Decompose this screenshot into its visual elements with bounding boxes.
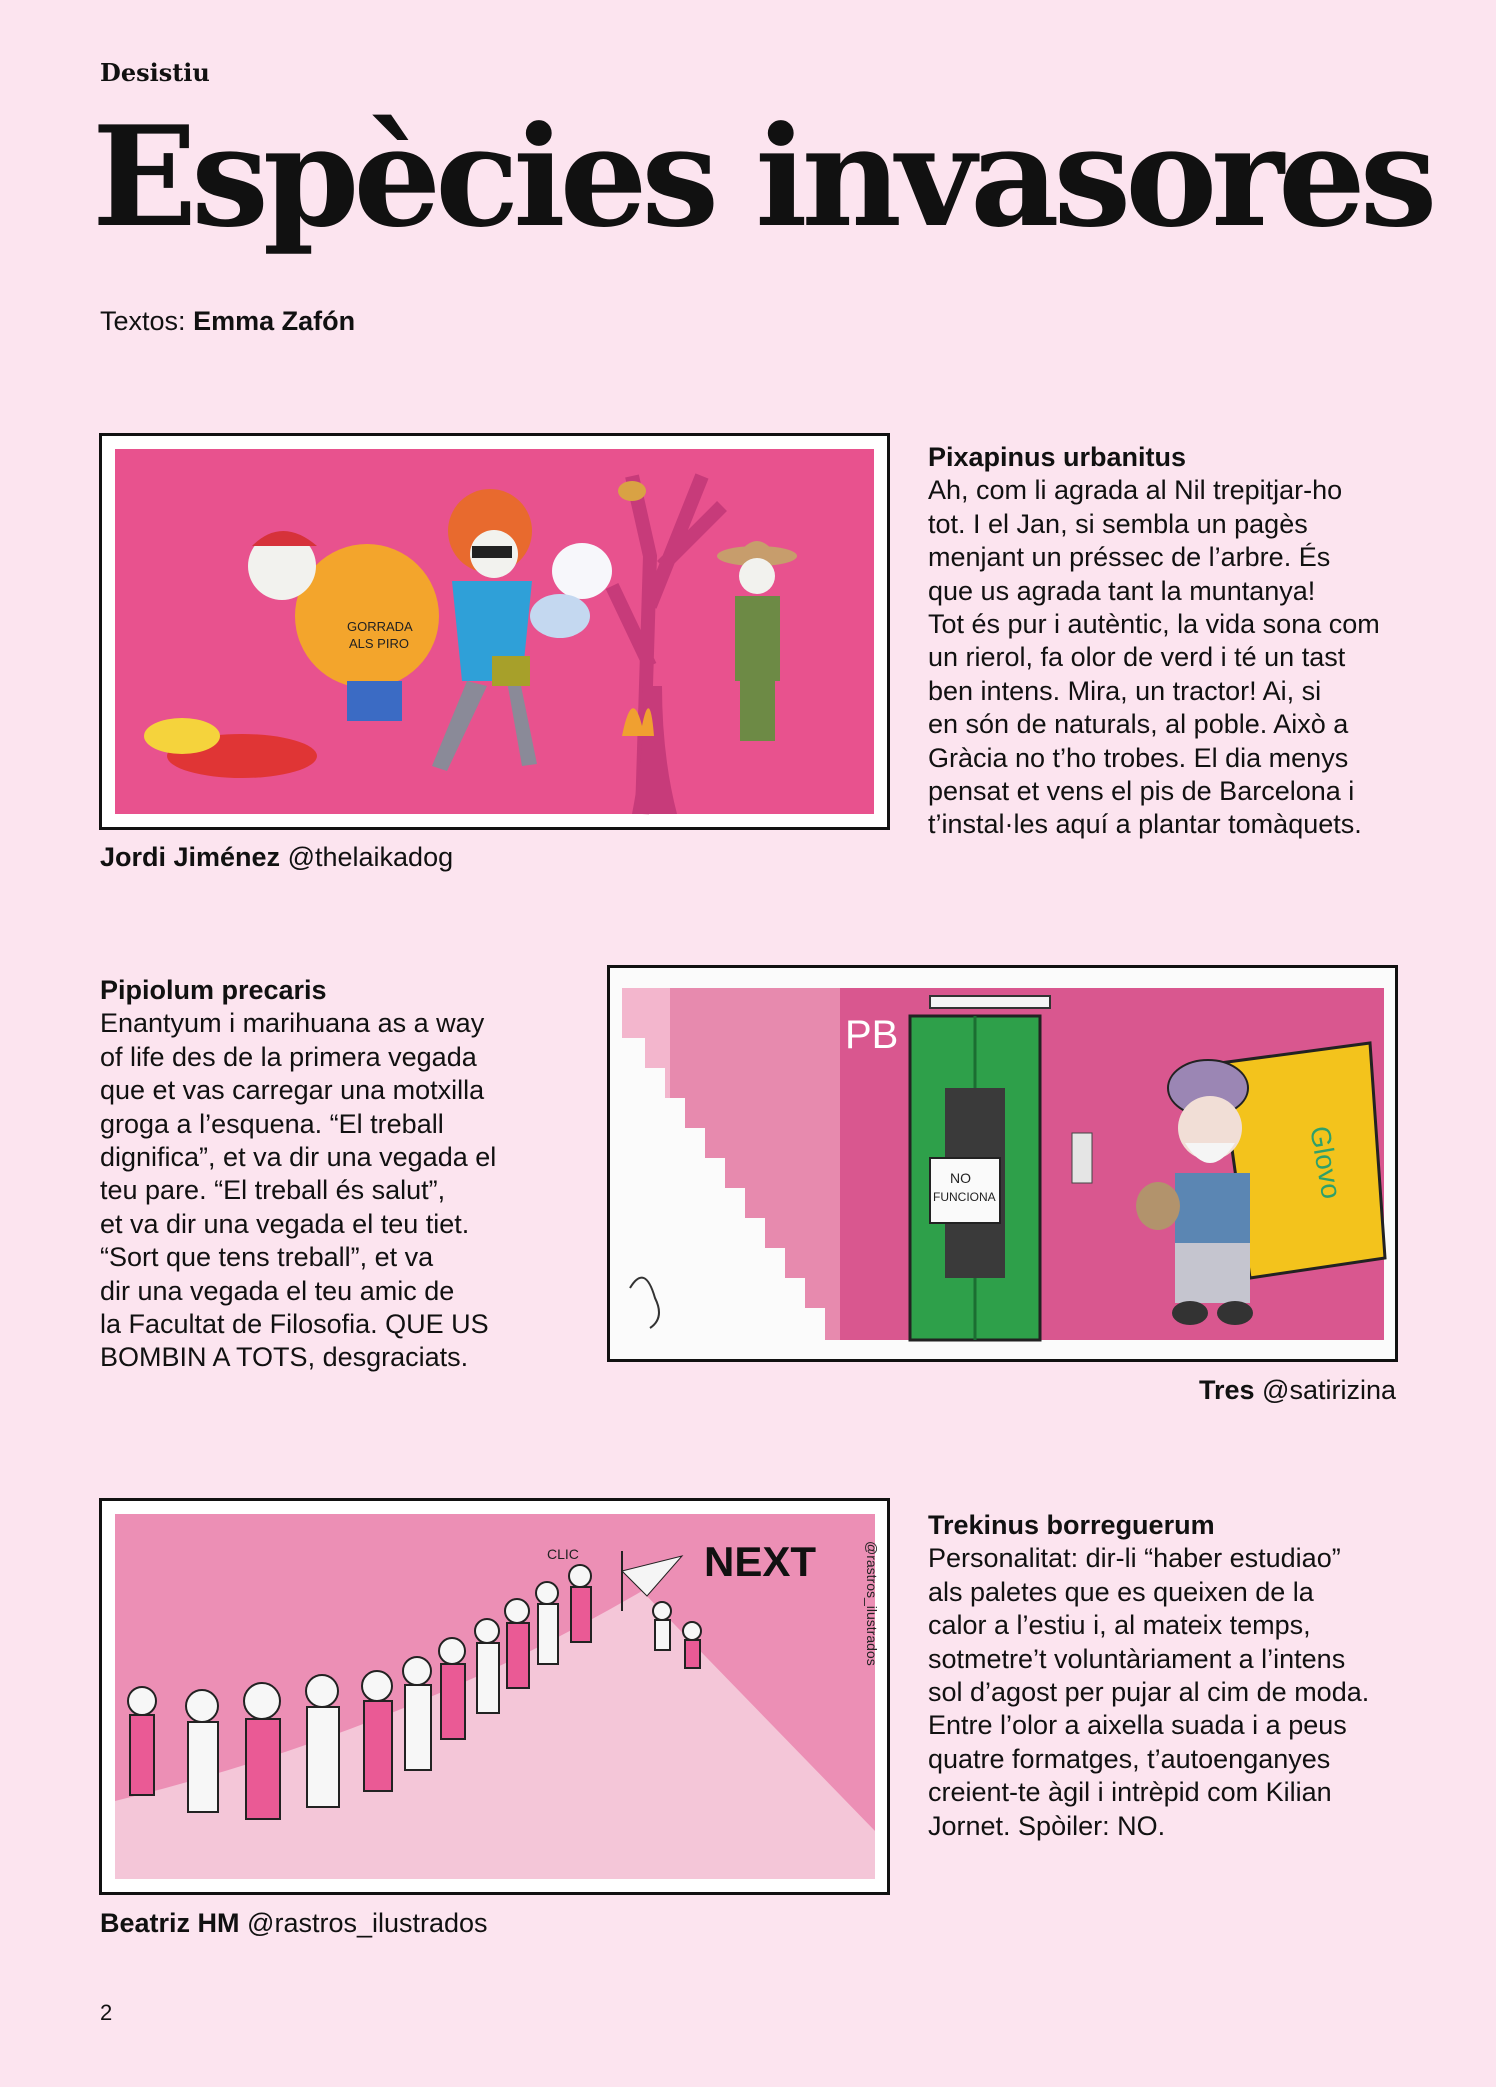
illustrator-name: Beatriz HM — [100, 1908, 240, 1938]
illustration-trekinus — [99, 1498, 890, 1895]
caption-trekinus — [100, 1908, 488, 1939]
illustration-pipiolum — [607, 965, 1398, 1362]
sign-line-2: FUNCIONA — [933, 1190, 996, 1204]
caption-pipiolum — [1199, 1375, 1396, 1406]
box-brand: Glovo — [1304, 1123, 1348, 1202]
article-line: teu pare. “El treball és salut”, — [100, 1175, 446, 1206]
article-line: of life des de la primera vegada — [100, 1041, 477, 1072]
article-heading: Pipiolum precaris — [100, 975, 327, 1005]
article-heading: Pixapinus urbanitus — [928, 442, 1187, 472]
illustrator-name: Tres — [1198, 1375, 1255, 1405]
caption-pixapinus — [100, 842, 453, 873]
artist-watermark: @rastros_ilustrados — [864, 1541, 880, 1666]
shirt-text-line-1: GORRADA — [347, 619, 413, 634]
click-sound: CLIC — [547, 1546, 579, 1562]
article-line: creient-te àgil i intrèpid com Kilian — [928, 1777, 1332, 1808]
illustrator-handle: @satirizina — [1262, 1375, 1396, 1405]
illustrator-handle: @rastros_ilustrados — [247, 1908, 488, 1938]
article-line: “Sort que tens treball”, et va — [100, 1242, 434, 1273]
article-line: pensat et vens el pis de Barcelona i — [928, 776, 1355, 807]
next-sign: NEXT — [704, 1538, 817, 1585]
article-line: et va dir una vegada el teu tiet. — [100, 1208, 470, 1239]
article-line: Entre l’olor a aixella suada i a peus — [928, 1710, 1347, 1741]
article-line: t’instal·les aquí a plantar tomàquets. — [928, 809, 1362, 840]
sign-line-1: NO — [950, 1170, 971, 1186]
section-label: Desistiu — [100, 58, 210, 87]
article-heading: Trekinus borreguerum — [928, 1510, 1215, 1540]
illustrator-handle: @thelaikadog — [287, 842, 454, 872]
article-line: groga a l’esquena. “El treball — [100, 1108, 444, 1139]
article-line: un rierol, fa olor de verd i té un tast — [928, 642, 1346, 673]
article-line: en són de naturals, al poble. Això a — [928, 709, 1349, 740]
article-line: Ah, com li agrada al Nil trepitjar-ho — [928, 475, 1343, 506]
article-line: dir una vegada el teu amic de — [100, 1275, 455, 1306]
article-trekinus — [928, 1509, 1369, 1843]
page-number: 2 — [100, 2000, 113, 2025]
byline-author: Emma Zafón — [193, 306, 356, 336]
article-line: que et vas carregar una motxilla — [100, 1075, 485, 1106]
article-line: la Facultat de Filosofia. QUE US — [100, 1309, 489, 1340]
article-line: Jornet. Spòiler: NO. — [928, 1810, 1166, 1841]
article-line: als paletes que es queixen de la — [928, 1576, 1314, 1607]
article-line: ben intens. Mira, un tractor! Ai, si — [928, 675, 1322, 706]
article-line: BOMBIN A TOTS, desgraciats. — [100, 1342, 469, 1373]
article-line: Enantyum i marihuana as a way — [100, 1008, 485, 1039]
article-line: dignifica”, et va dir una vegada el — [100, 1142, 497, 1173]
article-line: Personalitat: dir-li “haber estudiao” — [928, 1543, 1341, 1574]
byline — [100, 306, 355, 337]
article-pipiolum — [100, 974, 496, 1375]
article-line: menjant un préssec de l’arbre. És — [928, 542, 1331, 573]
article-line: sol d’agost per pujar al cim de moda. — [928, 1677, 1370, 1708]
article-line: sotmetre’t voluntàriament a l’intens — [928, 1643, 1346, 1674]
article-line: Tot és pur i autèntic, la vida sona com — [928, 609, 1380, 640]
illustration-pixapinus — [99, 433, 890, 830]
floor-sign: PB — [845, 1013, 899, 1057]
byline-label: Textos: — [100, 306, 186, 336]
article-line: Gràcia no t’ho trobes. El dia menys — [928, 742, 1349, 773]
article-line: que us agrada tant la muntanya! — [928, 575, 1316, 606]
article-line: tot. I el Jan, si sembla un pagès — [928, 508, 1308, 539]
article-pixapinus — [928, 441, 1380, 842]
article-line: quatre formatges, t’autoenganyes — [928, 1743, 1331, 1774]
illustrator-name: Jordi Jiménez — [100, 842, 281, 872]
shirt-text-line-2: ALS PIRO — [349, 636, 409, 651]
article-line: calor a l’estiu i, al mateix temps, — [928, 1610, 1311, 1641]
page-title: Espècies invasores — [92, 95, 1432, 258]
